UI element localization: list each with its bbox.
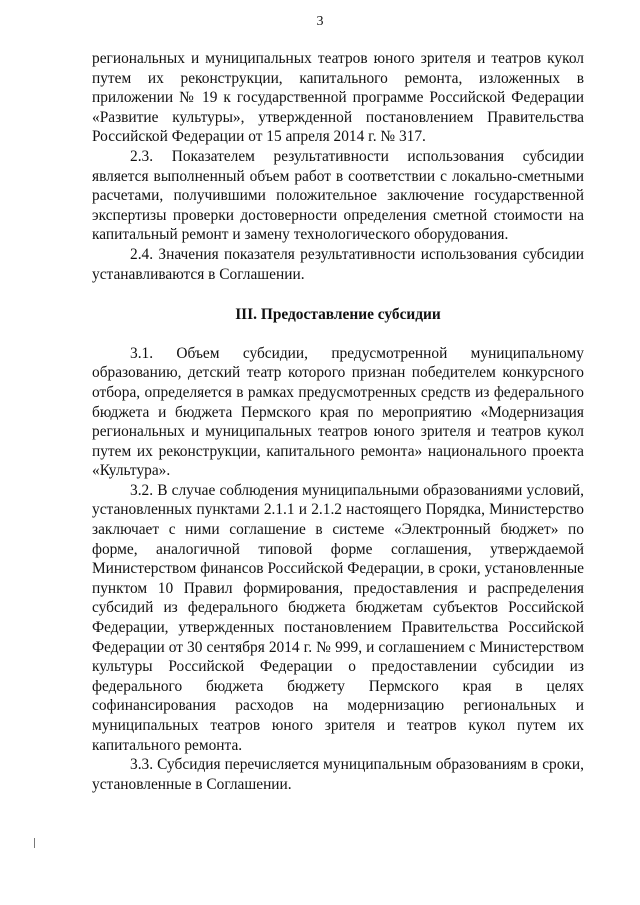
document-body: [92, 49, 584, 794]
page-number: 3: [316, 14, 324, 29]
paragraph-continuation: региональных и муниципальных театров юного зрителя и театров кукол путем их реконструкции, капитального ремонта, изложенных в приложении № 19 к государственной программе Российской Федерации «Развитие культуры», утвержденной постановлением Правительства Российской Федерации от 15 апреля 2014 г. № 317.: [92, 50, 584, 146]
paragraph-3-3: 3.3. Субсидия перечисляется муниципальным образованиям в сроки, установленные в Соглашении.: [92, 756, 584, 793]
section-heading: III. Предоставление субсидии: [235, 306, 441, 324]
scan-margin-mark: [34, 838, 35, 848]
paragraph-3-2: 3.2. В случае соблюдения муниципальными образованиями условий, установленных пунктами 2.1.1 и 2.1.2 настоящего Порядка, Министерство заключает с ними соглашение в системе «Электронный бюджет» по форме, аналогичной типовой форме соглашения, утверждаемой Министерством финансов Российской Федерации, в сроки, установленные пунктом 10 Правил формирования, предоставления и распределения субсидий из федерального бюджета бюджетам субъектов Российской Федерации, утвержденных постановлением Правительства Российской Федерации от 30 сентября 2014 г. № 999, и соглашением с Министерством культуры Российской Федерации о предоставлении субсидии из федерального бюджета бюджету Пермского края в целях софинансирования расходов на модернизацию региональных и муниципальных театров юного зрителя и театров кукол путем их капитального ремонта.: [92, 481, 584, 754]
paragraph-2-4: 2.4. Значения показателя результативности использования субсидии устанавливаются в Соглашении.: [92, 245, 584, 283]
paragraph-3-1: 3.1. Объем субсидии, предусмотренной муниципальному образованию, детский театр которого признан победителем конкурсного отбора, определяется в рамках предусмотренных средств из федерального бюджета и бюджета Пермского края по мероприятию «Модернизация региональных и муниципальных театров юного зрителя и театров кукол путем их реконструкции, капитального ремонта» национального проекта «Культура».: [92, 344, 584, 480]
paragraph-2-3: 2.3. Показателем результативности использования субсидии является выполненный объем работ в соответствии с локально-сметными расчетами, получившими положительное заключение государственной экспертизы проверки достоверности определения сметной стоимости на капитальный ремонт и замену технологического оборудования.: [92, 147, 584, 244]
